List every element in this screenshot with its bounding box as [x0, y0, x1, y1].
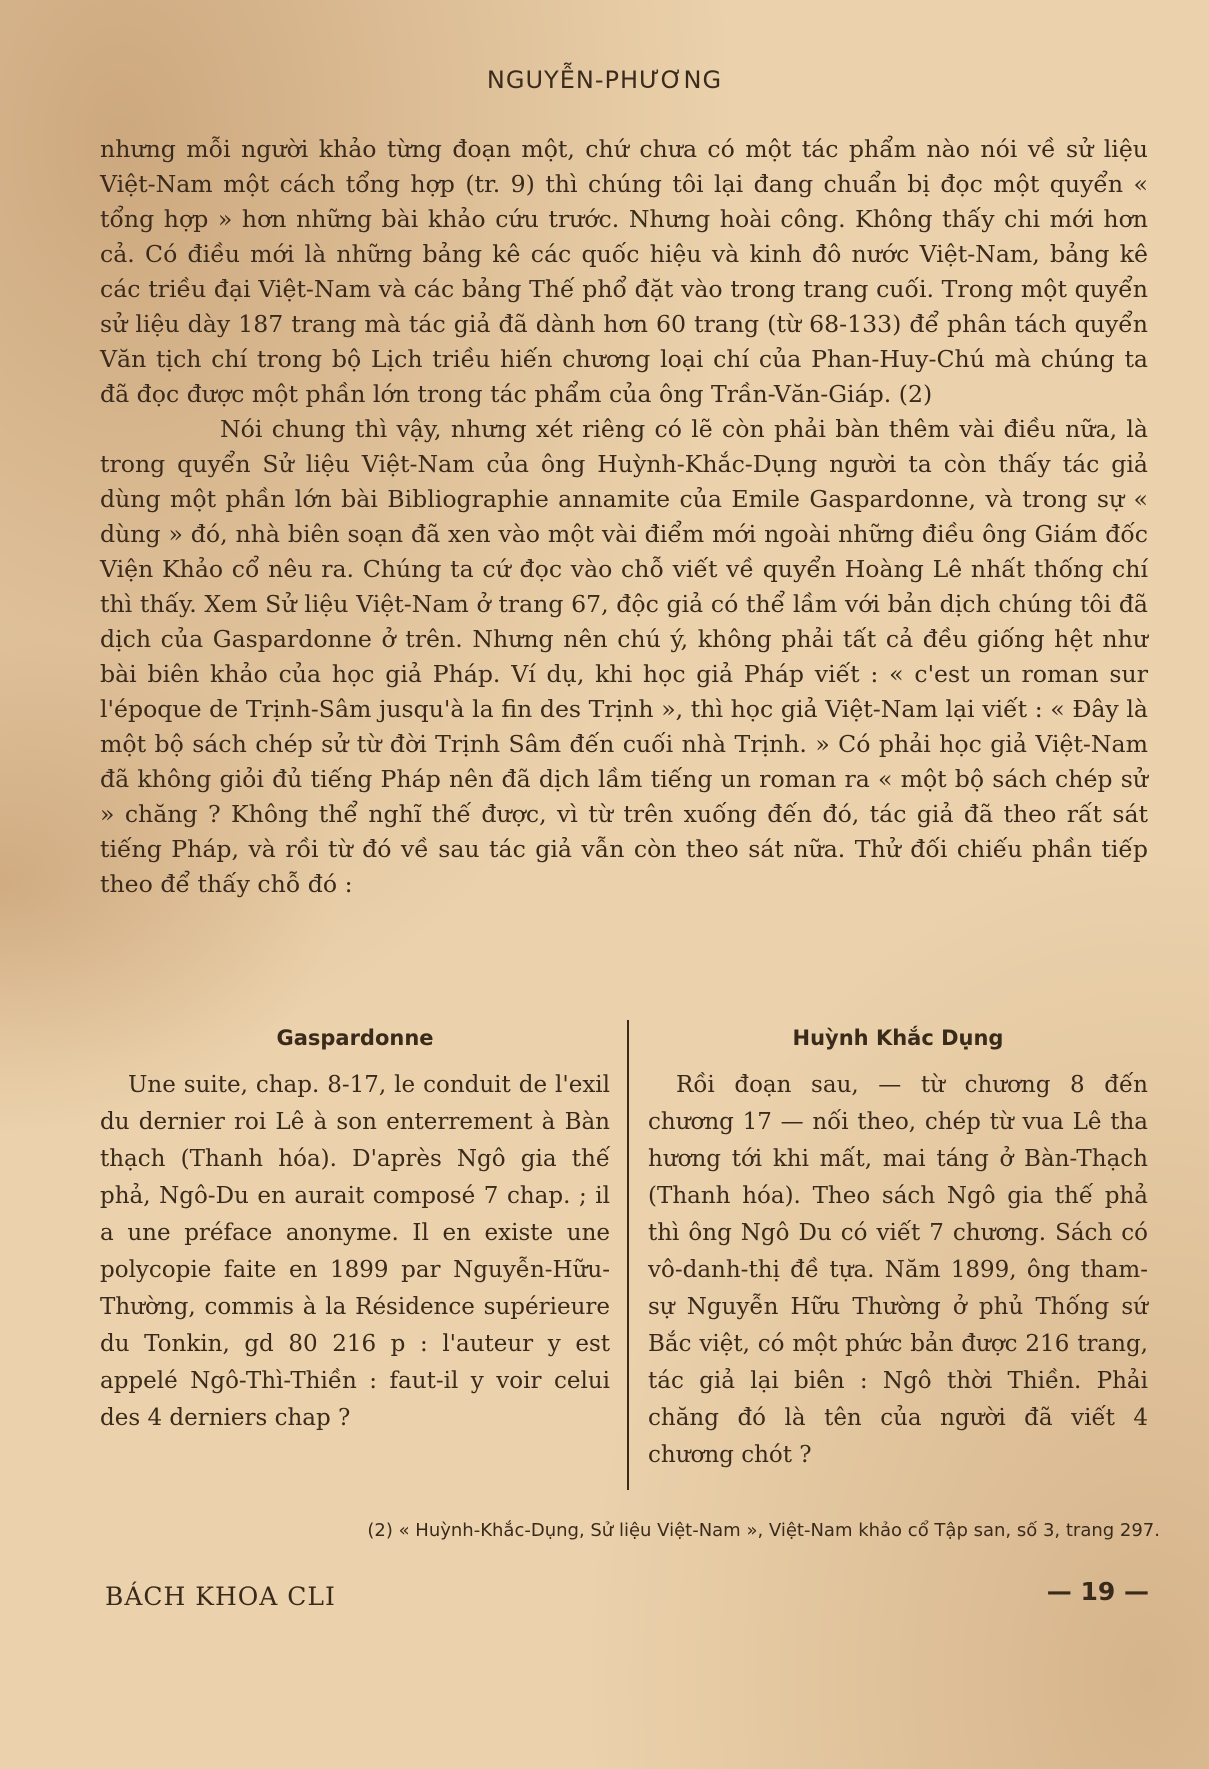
right-column-text: Rồi đoạn sau, — từ chương 8 đến chương 17 — nối theo, chép từ vua Lê tha hương tới khi mất, mai táng ở Bàn-Thạch (Thanh hóa). Theo sách Ngô gia thế phả thì ông Ngô Du có viết 7 chương. Sách có vô-danh-thị đề tựa. Năm 1899, ông tham-sự Nguyễn Hữu Thường ở phủ Thống sứ Bắc việt, có một phức bản được 216 trang, tác giả lại biên : Ngô thời Thiền. Phải chăng đó là tên của người đã viết 4 chương chót ? [648, 1072, 1148, 1468]
column-divider [627, 1020, 629, 1490]
comparison-columns [100, 1020, 1148, 1500]
left-column-heading: Gaspardonne [276, 1026, 434, 1050]
page-header: NGUYỄN-PHƯƠNG [486, 66, 723, 94]
paragraph-1: nhưng mỗi người khảo từng đoạn một, chứ chưa có một tác phẩm nào nói về sử liệu Việt-Nam một cách tổng hợp (tr. 9) thì chúng tôi lại đang chuẩn bị đọc một quyển « tổng hợp » hơn những bài khảo cứu trước. Nhưng hoài công. Không thấy chi mới hơn cả. Có điều mới là những bảng kê các quốc hiệu và kinh đô nước Việt-Nam, bảng kê các triều đại Việt-Nam và các bảng Thế phổ đặt vào trong trang cuối. Trong một quyển sử liệu dày 187 trang mà tác giả đã dành hơn 60 trang (từ 68-133) để phân tách quyển Văn tịch chí trong bộ Lịch triều hiến chương loại chí của Phan-Huy-Chú mà chúng ta đã đọc được một phần lớn trong tác phẩm của ông Trần-Văn-Giáp. (2) [100, 135, 1148, 408]
footnote: (2) « Huỳnh-Khắc-Dụng, Sử liệu Việt-Nam », Việt-Nam khảo cổ Tập san, số 3, trang 297. [367, 1520, 1160, 1541]
left-column-text: Une suite, chap. 8-17, le conduit de l'exil du dernier roi Lê à son enterrement à Bàn thạch (Thanh hóa). D'après Ngô gia thế phả, Ngô-Du en aurait composé 7 chap. ; il a une préface anonyme. Il en existe une polycopie faite en 1899 par Nguyễn-Hữu-Thường, commis à la Résidence supérieure du Tonkin, gd 80 216 p : l'auteur y est appelé Ngô-Thì-Thiền : faut-il y voir celui des 4 derniers chap ? [100, 1072, 610, 1431]
main-text [100, 132, 1148, 902]
page-number: — 19 — [1046, 1577, 1149, 1606]
publication-name: BÁCH KHOA CLI [105, 1582, 336, 1611]
right-column [648, 1020, 1148, 1474]
left-column [100, 1020, 610, 1437]
right-column-heading: Huỳnh Khắc Dụng [792, 1026, 1004, 1050]
paragraph-2: Nói chung thì vậy, nhưng xét riêng có lẽ còn phải bàn thêm vài điều nữa, là trong quyển Sử liệu Việt-Nam của ông Huỳnh-Khắc-Dụng người ta còn thấy tác giả dùng một phần lớn bài Bibliographie annamite của Emile Gaspardonne, và trong sự « dùng » đó, nhà biên soạn đã xen vào một vài điểm mới ngoài những điều ông Giám đốc Viện Khảo cổ nêu ra. Chúng ta cứ đọc vào chỗ viết về quyển Hoàng Lê nhất thống chí thì thấy. Xem Sử liệu Việt-Nam ở trang 67, độc giả có thể lầm với bản dịch chúng tôi đã dịch của Gaspardonne ở trên. Nhưng nên chú ý, không phải tất cả đều giống hệt như bài biên khảo của học giả Pháp. Ví dụ, khi học giả Pháp viết : « c'est un roman sur l'époque de Trịnh-Sâm jusqu'à la fin des Trịnh », thì học giả Việt-Nam lại viết : « Đây là một bộ sách chép sử từ đời Trịnh Sâm đến cuối nhà Trịnh. » Có phải học giả Việt-Nam đã không giỏi đủ tiếng Pháp nên đã dịch lầm tiếng un roman ra « một bộ sách chép sử » chăng ? Không thể nghĩ thế được, vì từ trên xuống đến đó, tác giả đã theo rất sát tiếng Pháp, và rồi từ đó về sau tác giả vẫn còn theo sát nữa. Thử đối chiếu phần tiếp theo để thấy chỗ đó : [100, 415, 1148, 898]
